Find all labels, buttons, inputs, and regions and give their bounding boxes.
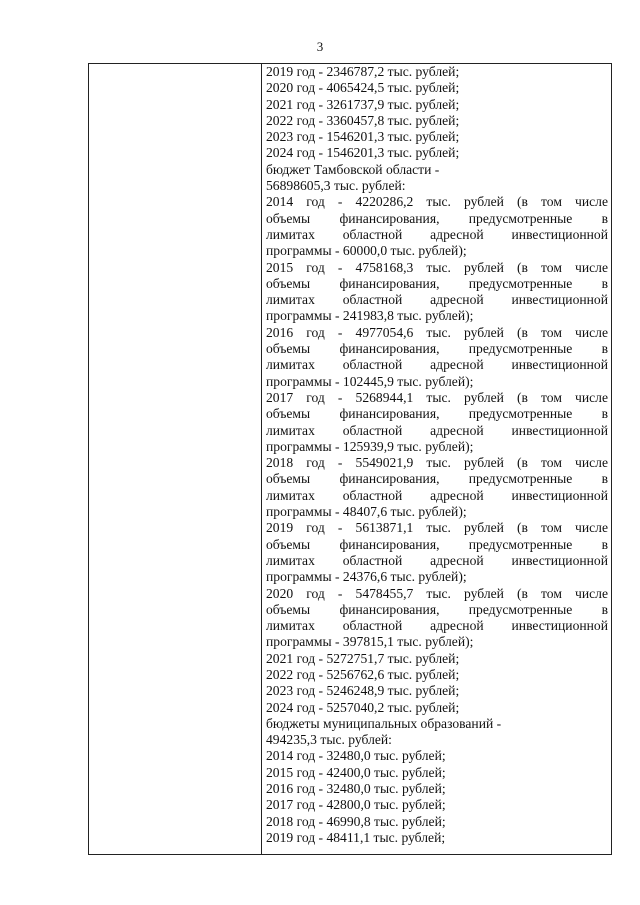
- text-line: объемы финансирования, предусмотренные в: [266, 536, 608, 552]
- text-line: лимитах областной адресной инвестиционной: [266, 226, 608, 242]
- text-line: 2014 год - 4220286,2 тыс. рублей (в том числе: [266, 194, 608, 210]
- text-line: программы - 102445,9 тыс. рублей);: [266, 373, 474, 389]
- text-line: 2018 год - 5549021,9 тыс. рублей (в том числе: [266, 455, 608, 471]
- text-line: 2021 год - 3261737,9 тыс. рублей;: [266, 96, 460, 112]
- text-line: объемы финансирования, предусмотренные в: [266, 275, 608, 291]
- text-line: программы - 24376,6 тыс. рублей);: [266, 569, 467, 585]
- text-line: 2020 год - 5478455,7 тыс. рублей (в том числе: [266, 585, 608, 601]
- text-line: 2019 год - 2346787,2 тыс. рублей;: [266, 64, 460, 79]
- text-line: 2018 год - 46990,8 тыс. рублей;: [266, 813, 446, 829]
- page-number: 3: [316, 39, 324, 54]
- text-line: лимитах областной адресной инвестиционной: [266, 422, 608, 438]
- text-line: 2015 год - 4758168,3 тыс. рублей (в том числе: [266, 259, 608, 275]
- text-line: объемы финансирования, предусмотренные в: [266, 210, 608, 226]
- text-line: 2019 год - 5613871,1 тыс. рублей (в том числе: [266, 520, 608, 536]
- text-line: программы - 48407,6 тыс. рублей);: [266, 504, 467, 520]
- text-line: 2016 год - 4977054,6 тыс. рублей (в том числе: [266, 324, 608, 340]
- text-line: программы - 125939,9 тыс. рублей);: [266, 438, 474, 454]
- column-divider: [261, 64, 262, 854]
- text-line: объемы финансирования, предусмотренные в: [266, 406, 608, 422]
- text-line: 2022 год - 3360457,8 тыс. рублей;: [266, 112, 460, 128]
- text-line: объемы финансирования, предусмотренные в: [266, 471, 608, 487]
- funding-table: [88, 63, 612, 855]
- text-line: 2024 год - 5257040,2 тыс. рублей;: [266, 699, 460, 715]
- text-line: программы - 241983,8 тыс. рублей);: [266, 308, 474, 324]
- text-line: 2014 год - 32480,0 тыс. рублей;: [266, 748, 446, 764]
- text-line: программы - 397815,1 тыс. рублей);: [266, 634, 474, 650]
- text-line: 2019 год - 48411,1 тыс. рублей;: [266, 829, 446, 845]
- text-line: программы - 60000,0 тыс. рублей);: [266, 243, 467, 259]
- funding-text-cell: [266, 64, 608, 846]
- text-line: 494235,3 тыс. рублей:: [266, 732, 392, 748]
- text-line: 2024 год - 1546201,3 тыс. рублей;: [266, 145, 460, 161]
- text-line: 2023 год - 1546201,3 тыс. рублей;: [266, 129, 460, 145]
- text-line: 2023 год - 5246248,9 тыс. рублей;: [266, 683, 460, 699]
- text-line: объемы финансирования, предусмотренные в: [266, 601, 608, 617]
- text-line: 2016 год - 32480,0 тыс. рублей;: [266, 781, 446, 797]
- text-line: лимитах областной адресной инвестиционной: [266, 552, 608, 568]
- text-line: 2022 год - 5256762,6 тыс. рублей;: [266, 666, 460, 682]
- text-line: 56898605,3 тыс. рублей:: [266, 178, 406, 194]
- text-line: объемы финансирования, предусмотренные в: [266, 341, 608, 357]
- text-line: 2017 год - 5268944,1 тыс. рублей (в том числе: [266, 389, 608, 405]
- text-line: 2015 год - 42400,0 тыс. рублей;: [266, 764, 446, 780]
- text-line: 2021 год - 5272751,7 тыс. рублей;: [266, 650, 460, 666]
- text-line: 2020 год - 4065424,5 тыс. рублей;: [266, 80, 460, 96]
- text-line: лимитах областной адресной инвестиционной: [266, 618, 608, 634]
- text-line: бюджеты муниципальных образований -: [266, 715, 502, 731]
- text-line: бюджет Тамбовской области -: [266, 161, 440, 177]
- text-line: лимитах областной адресной инвестиционной: [266, 357, 608, 373]
- text-line: лимитах областной адресной инвестиционной: [266, 487, 608, 503]
- text-line: 2017 год - 42800,0 тыс. рублей;: [266, 797, 446, 813]
- text-line: лимитах областной адресной инвестиционной: [266, 292, 608, 308]
